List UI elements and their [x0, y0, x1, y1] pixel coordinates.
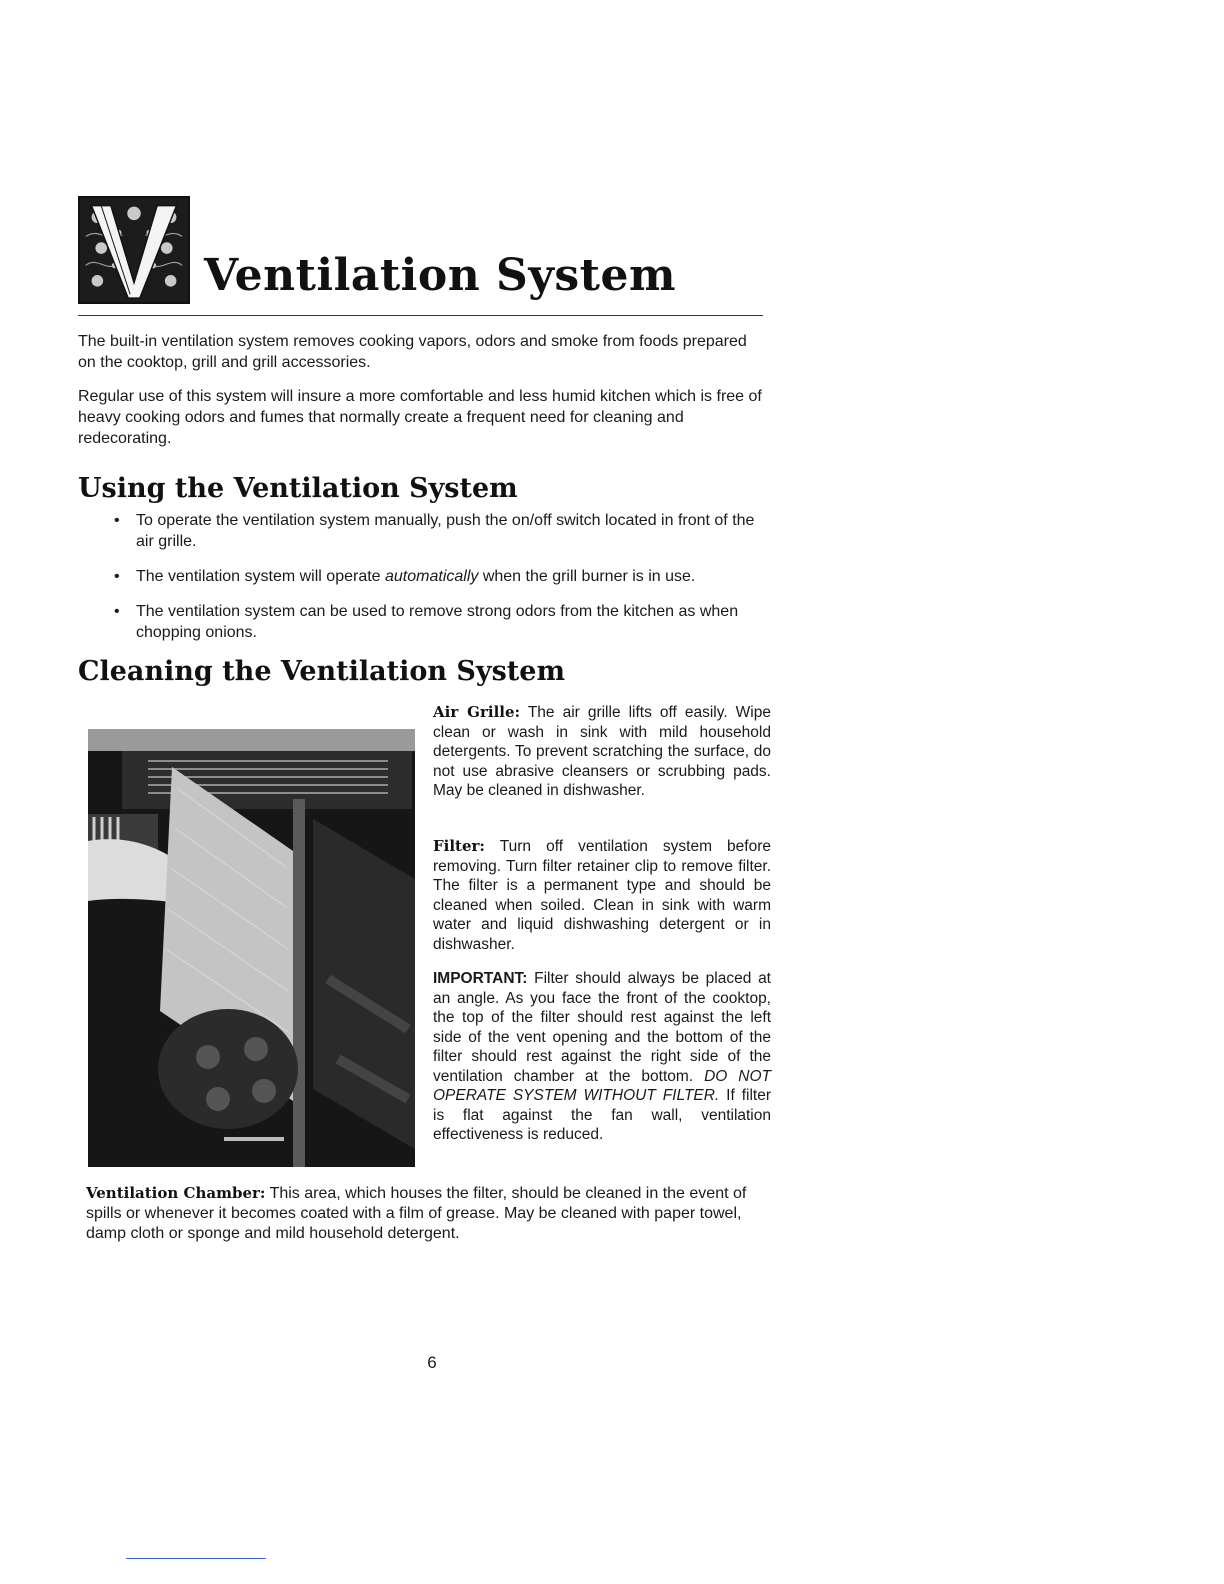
- filter-removal-photo: [88, 729, 415, 1167]
- intro-paragraph-2: Regular use of this system will insure a more comfortable and less humid kitchen which is free of heavy cooking odors and fumes that normally create a frequent need for cleaning and redecorating.: [78, 388, 762, 447]
- bullet-icon: •: [114, 603, 120, 620]
- section-heading-using: Using the Ventilation System: [78, 473, 518, 504]
- important-text-1: Filter should always be placed at an angle. As you face the front of the cooktop, the top of the filter should rest against the left side of the vent opening and the bottom of the filter should rest against the right side of the ventilation chamber at the bottom.: [433, 970, 771, 1085]
- bullet-icon: •: [114, 568, 120, 585]
- section-heading-cleaning: Cleaning the Ventilation System: [78, 656, 566, 687]
- usage-list: [110, 510, 770, 657]
- bullet-text-after: when the grill burner is in use.: [478, 568, 696, 585]
- list-item: [110, 566, 770, 587]
- list-item: [110, 601, 770, 643]
- air-grille-term: Air Grille:: [433, 703, 521, 721]
- page-number: 6: [427, 1353, 437, 1372]
- filter-paragraph: [433, 837, 771, 954]
- important-term: IMPORTANT:: [433, 970, 528, 987]
- intro-paragraph-1: The built-in ventilation system removes cooking vapors, odors and smoke from foods prepared on the cooktop, grill and grill accessories.: [78, 333, 747, 371]
- important-paragraph: [433, 969, 771, 1145]
- list-item: [110, 510, 770, 552]
- footer-divider: [126, 1558, 266, 1559]
- bullet-icon: •: [114, 512, 120, 529]
- filter-term: Filter:: [433, 837, 485, 855]
- bullet-text-before: The ventilation system will operate: [136, 568, 385, 585]
- filter-text: Turn off ventilation system before removing. Turn filter retainer clip to remove filter. The filter is a permanent type and should be cleaned when soiled. Clean in sink with warm water and liquid dishwashing detergent or in dishwasher.: [433, 838, 771, 953]
- air-grille-paragraph: [433, 703, 771, 801]
- chamber-term: Ventilation Chamber:: [86, 1184, 266, 1202]
- ventilation-chamber-paragraph: [86, 1183, 776, 1244]
- bullet-emphasis: automatically: [385, 568, 479, 585]
- chamber-text: This area, which houses the filter, should be cleaned in the event of spills or whenever it becomes coated with a film of grease. May be cleaned with paper towel, damp cloth or sponge and mild household detergent.: [86, 1185, 747, 1242]
- title-divider: [78, 315, 763, 316]
- bullet-text: To operate the ventilation system manually, push the on/off switch located in front of the air grille.: [136, 512, 755, 550]
- important-text-2: If filter is flat against the fan wall, ventilation effectiveness is reduced.: [433, 1087, 771, 1143]
- important-warning: DO NOT OPERATE SYSTEM WITHOUT FILTER.: [433, 1067, 771, 1104]
- page-title: Ventilation System: [204, 250, 677, 301]
- bullet-text: The ventilation system can be used to remove strong odors from the kitchen as when chopping onions.: [136, 603, 739, 641]
- air-grille-text: The air grille lifts off easily. Wipe clean or wash in sink with mild household detergents. To prevent scratching the surface, do not use abrasive cleansers or scrubbing pads. May be cleaned in dishwasher.: [433, 704, 771, 799]
- decorative-initial-v: [78, 196, 190, 304]
